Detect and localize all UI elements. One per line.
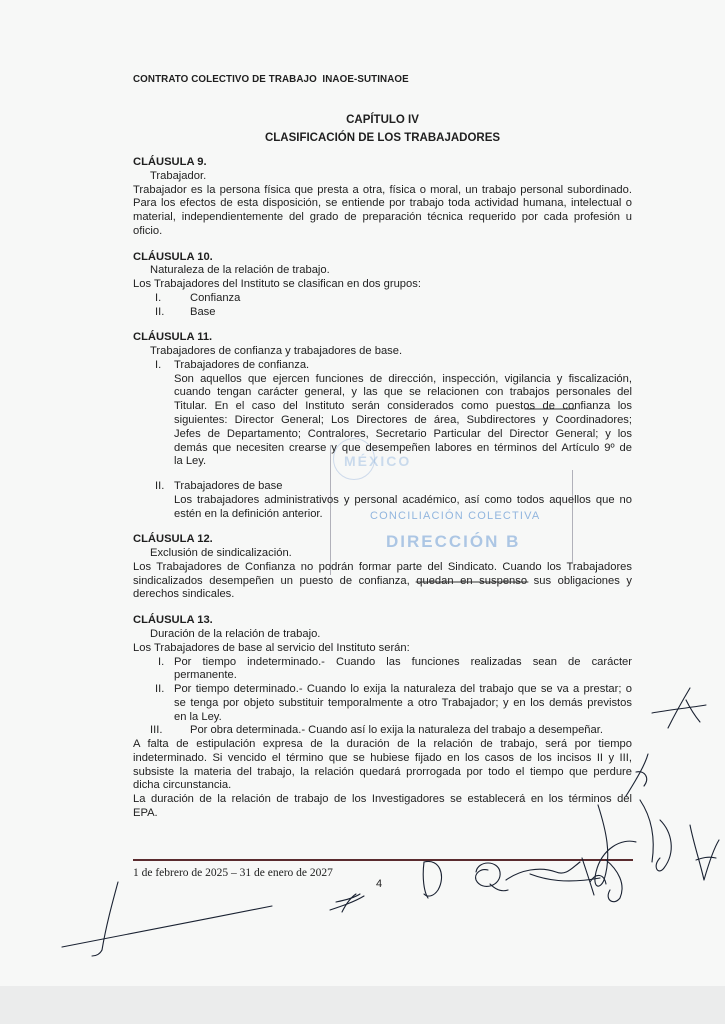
clause-subtitle: Exclusión de sindicalización.: [150, 547, 292, 560]
text-line: Los Trabajadores de base al servicio del Instituto serán:: [133, 641, 410, 654]
text-line: siguientes: Director General; Los Directores de área, Subdirectores y Coordinadores;: [174, 414, 632, 427]
chapter-name: CLASIFICACIÓN DE LOS TRABAJADORES: [264, 132, 501, 144]
text-line: Por tiempo indeterminado.- Cuando las funciones realizadas sean de carácter: [174, 655, 632, 668]
text-line: Los Trabajadores del Instituto se clasifican en dos grupos:: [133, 278, 421, 291]
list-item-text: Confianza: [190, 291, 241, 304]
list-marker: III.: [150, 724, 163, 737]
initials-under-page-number: [330, 894, 364, 912]
text-line: dicha circunstancia.: [133, 779, 232, 792]
text-line: Los Trabajadores de Confianza no podrán formar parte del Sindicato. Cuando los Trabajadores: [133, 560, 632, 573]
text-line: La duración de la relación de trabajo de los Investigadores se establecerá en los términos del: [133, 793, 632, 806]
text-line: oficio.: [133, 224, 163, 237]
clause-heading: CLÁUSULA 11.: [133, 331, 213, 344]
text-line: Trabajador es la persona física que presta a otra, física o moral, un trabajo personal subordinado.: [133, 183, 632, 196]
list-item: [133, 724, 632, 738]
list-marker: II.: [155, 480, 165, 493]
signature-right-margin: [652, 688, 706, 728]
clause-11: [133, 331, 632, 521]
footer-validity-period: 1 de febrero de 2025 – 31 de enero de 2027: [133, 867, 333, 879]
text-line: se tenga por objeto substituir temporalmente a otro Trabajador; y en los demás previstos: [174, 696, 632, 709]
text-line: sindicalizados desempeñen un puesto de confianza, quedan en suspenso sus obligaciones y: [133, 574, 632, 587]
list-item: [133, 656, 632, 684]
list-item-title: Trabajadores de base: [174, 480, 283, 493]
clause-subtitle: Duración de la relación de trabajo.: [150, 627, 321, 640]
text-line: permanente.: [174, 669, 237, 682]
text-line: material, independientemente del grado de preparación técnica requerido por cada profesión u: [133, 211, 632, 224]
document-body: [133, 156, 632, 821]
clause-heading: CLÁUSULA 13.: [133, 614, 213, 627]
clause-subtitle: Trabajadores de confianza y trabajadores de base.: [150, 345, 403, 358]
text-line: derechos sindicales.: [133, 588, 235, 601]
text-line: la Ley.: [174, 455, 207, 468]
list-marker: II.: [155, 683, 165, 696]
text-line: subsiste la materia del trabajo, la relación quedará prorrogada por todo el tiempo que perdure: [133, 765, 632, 778]
list-item: [133, 306, 632, 320]
list-item: [133, 292, 632, 306]
text-line: Para los efectos de esta disposición, se entiende por trabajo toda actividad humana, intelectual o: [133, 197, 632, 210]
page-number: 4: [376, 878, 383, 890]
stamp-seal-text: MÉXICO: [344, 453, 412, 469]
list-marker: I.: [155, 291, 162, 304]
stamp-text-conciliacion: CONCILIACIÓN COLECTIVA: [370, 510, 541, 522]
text-line: Por tiempo determinado.- Cuando lo exija la naturaleza del trabajo que se va a prestar; o: [174, 683, 632, 696]
clause-heading: CLÁUSULA 12.: [133, 533, 213, 546]
text-line: Titular. En el caso del Instituto serán considerados como puestos de confianza los: [174, 400, 632, 413]
text-line: demás que necesiten crearse y que desempeñen labores en términos del Artículo 9º de: [174, 441, 632, 454]
clause-subtitle: Naturaleza de la relación de trabajo.: [150, 264, 330, 277]
list-marker: II.: [155, 305, 165, 318]
stamp-text-direccion: DIRECCIÓN B: [386, 532, 521, 551]
scan-bottom-band: [0, 986, 725, 1024]
text-line: cuando tengan carácter general, y las que se relacionen con trabajos personales del: [174, 386, 632, 399]
text-line: EPA.: [133, 806, 158, 819]
clause-subtitle: Trabajador.: [150, 169, 207, 182]
chapter-number: CAPÍTULO IV: [346, 114, 419, 126]
clause-10: [133, 251, 632, 320]
clause-heading: CLÁUSULA 10.: [133, 250, 213, 263]
list-item-text: Base: [190, 305, 216, 318]
clause-9: [133, 156, 632, 239]
text-line: estén en la definición anterior.: [174, 507, 323, 520]
clause-12: [133, 533, 632, 602]
text-line: en la Ley.: [174, 710, 222, 723]
text-line: Jefes de Departamento; Contralores, Secretario Particular del Director General; y los: [174, 427, 632, 440]
list-item: [133, 683, 632, 724]
list-item-title: Trabajadores de confianza.: [174, 358, 310, 371]
text-line: Son aquellos que ejercen funciones de dirección, inspección, vigilancia y fiscalización,: [174, 372, 632, 385]
signature-bottom-center: [423, 858, 606, 898]
chapter-title: [133, 111, 632, 147]
clause-13: [133, 614, 632, 820]
text-line: Los trabajadores administrativos y personal académico, así como todos aquellos que no: [174, 493, 632, 506]
text-line: indeterminado. Si vencido el término que se hubiese fijado en los casos de los incisos II y III,: [133, 751, 632, 764]
text-line: Por obra determinada.- Cuando así lo exija la naturaleza del trabajo a desempeñar.: [190, 724, 603, 737]
clause-heading: CLÁUSULA 9.: [133, 156, 207, 168]
list-item: [133, 359, 632, 469]
list-marker: I.: [158, 655, 165, 668]
document-header: CONTRATO COLECTIVO DE TRABAJO INAOE-SUTINAOE: [133, 74, 409, 85]
text-line: A falta de estipulación expresa de la duración de la relación de trabajo, será por tiempo: [133, 738, 632, 751]
signature-bottom-left: [62, 882, 272, 956]
list-marker: I.: [155, 358, 162, 371]
footer-rule: [133, 859, 633, 861]
list-item: [133, 480, 632, 521]
